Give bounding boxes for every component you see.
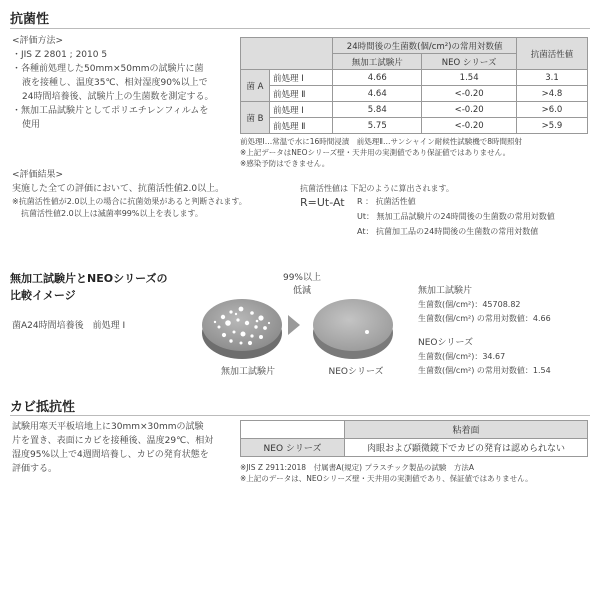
activity-cell: >5.9 (517, 118, 588, 134)
mold-description-line: 試験用寒天平板培地上に30mm×30mmの試験 (12, 422, 204, 432)
dish-label-neo: NEOシリーズ (328, 367, 384, 377)
untreated-cell: 5.84 (333, 102, 422, 118)
eval-result-line: 実施した全ての評価において、抗菌活性値2.0以上。 (12, 184, 225, 194)
eval-method-item: ・JIS Z 2801 ; 2010 5 (12, 50, 108, 60)
eval-result-line: 抗菌活性値2.0以上は滅菌率99%以上を表します。 (21, 209, 203, 218)
neo-stats-line: 生菌数(個/cm²)：34.67 (418, 352, 506, 361)
group-cell: 菌 A (241, 70, 270, 102)
neo-cell: <-0.20 (422, 102, 517, 118)
antibacterial-title: 抗菌性 (10, 12, 50, 27)
mold-header: 粘着面 (345, 421, 588, 439)
mold-note: ※JIS Z 2911:2018 付属書A(規定) プラスチック製品の試験 方法A (240, 463, 474, 472)
treatment-cell: 前処理 Ⅱ (270, 118, 333, 134)
section-divider (10, 28, 590, 29)
antibacterial-results-table (240, 37, 588, 134)
eval-result-line: ※抗菌活性値が2.0以上の場合に抗菌効果があると判断されます。 (12, 197, 247, 206)
untreated-stats (418, 284, 598, 326)
neo-stats-title: NEOシリーズ (418, 338, 474, 348)
dish-label-untreated: 無加工試験片 (220, 367, 275, 377)
comparison-title (10, 270, 168, 304)
eval-method (12, 34, 237, 132)
table-row (241, 102, 588, 118)
untreated-cell: 4.64 (333, 86, 422, 102)
header-activity: 抗菌活性値 (517, 38, 588, 70)
eval-method-item: ・無加工品試験片としてポリエチレンフィルムを (12, 106, 209, 116)
table-note: ※上記データはNEOシリーズ壁・天井用の実測値であり保証値ではありません。 (240, 148, 511, 157)
untreated-dish (202, 299, 282, 359)
header-untreated: 無加工試験片 (333, 54, 422, 70)
eval-method-item: 24時間培養後、試験片上の生菌数を測定する。 (22, 92, 214, 102)
neo-cell: 1.54 (422, 70, 517, 86)
eval-method-heading: <評価方法> (12, 36, 64, 46)
formula: R=Ut-At (300, 196, 345, 209)
table-corner (241, 38, 333, 70)
neo-cell: <-0.20 (422, 86, 517, 102)
table-note: ※感染予防はできません。 (240, 159, 330, 168)
neo-stats (418, 336, 598, 378)
mold-title: カビ抵抗性 (10, 400, 76, 415)
mold-description-line: 片を置き、表面にカビを接種後、温度29℃、相対 (12, 436, 214, 446)
petri-dishes-illustration (195, 285, 405, 365)
treatment-cell: 前処理 Ⅰ (270, 102, 333, 118)
neo-dish (313, 299, 393, 359)
comparison-condition: 菌A24時間培養後 前処理 Ⅰ (12, 321, 126, 331)
neo-stats-line: 生菌数(個/cm²) の常用対数値：1.54 (418, 366, 551, 375)
comparison-title-line: 比較イメージ (10, 289, 76, 302)
header-main: 24時間後の生菌数(個/cm²)の常用対数値 (333, 38, 517, 54)
table-corner (241, 421, 345, 439)
arrow-icon (288, 315, 300, 335)
eval-method-item: 液を接種し、温度35℃、相対湿度90%以上で (22, 78, 208, 88)
neo-cell: <-0.20 (422, 118, 517, 134)
eval-result (12, 168, 322, 220)
mold-description-line: 湿度95%以上で4週間培養し、カビの発育状態を (12, 450, 209, 460)
eval-method-item: 使用 (22, 120, 41, 130)
table-notes (240, 136, 595, 169)
eval-result-heading: <評価結果> (12, 170, 64, 180)
treatment-cell: 前処理 Ⅰ (270, 70, 333, 86)
formula-intro: 抗菌活性値は 下記のように算出されます。 (300, 184, 454, 193)
mold-description (12, 420, 237, 476)
group-cell: 菌 B (241, 102, 270, 134)
untreated-cell: 5.75 (333, 118, 422, 134)
untreated-stats-line: 生菌数(個/cm²)：45708.82 (418, 300, 521, 309)
mold-row-value: 肉眼および顕微鏡下でカビの発育は認められない (345, 439, 588, 457)
untreated-cell: 4.66 (333, 70, 422, 86)
eval-method-item: ・各種前処理した50mm×50mmの試験片に菌 (12, 64, 204, 74)
mold-notes (240, 462, 595, 484)
formula-def: At： 抗菌加工品の24時間後の生菌数の常用対数値 (357, 227, 539, 236)
mold-description-line: 評価する。 (12, 464, 58, 474)
section-divider (10, 415, 590, 416)
untreated-stats-title: 無加工試験片 (418, 286, 473, 296)
table-note: 前処理Ⅰ…常温で水に16時間浸漬 前処理Ⅱ…サンシャイン耐候性試験機で8時間照射 (240, 137, 523, 146)
mold-note: ※上記のデータは、NEOシリーズ壁・天井用の実測値であり、保証値ではありません。 (240, 474, 533, 483)
activity-cell: >6.0 (517, 102, 588, 118)
reduction-line: 低減 (292, 286, 311, 296)
table-row (241, 70, 588, 86)
header-neo: NEO シリーズ (422, 54, 517, 70)
formula-def: Ut： 無加工品試験片の24時間後の生菌数の常用対数値 (357, 212, 555, 221)
comparison-title-line: 無加工試験片とNEOシリーズの (10, 272, 168, 285)
formula-def: R ： 抗菌活性値 (357, 197, 416, 206)
mold-results-table (240, 420, 588, 457)
formula-definitions (357, 194, 597, 239)
activity-cell: 3.1 (517, 70, 588, 86)
table-row (241, 439, 588, 457)
untreated-stats-line: 生菌数(個/cm²) の常用対数値：4.66 (418, 314, 551, 323)
table-row (241, 118, 588, 134)
reduction-line: 99%以上 (282, 273, 321, 283)
treatment-cell: 前処理 Ⅱ (270, 86, 333, 102)
table-row (241, 86, 588, 102)
activity-cell: >4.8 (517, 86, 588, 102)
mold-row-label: NEO シリーズ (241, 439, 345, 457)
